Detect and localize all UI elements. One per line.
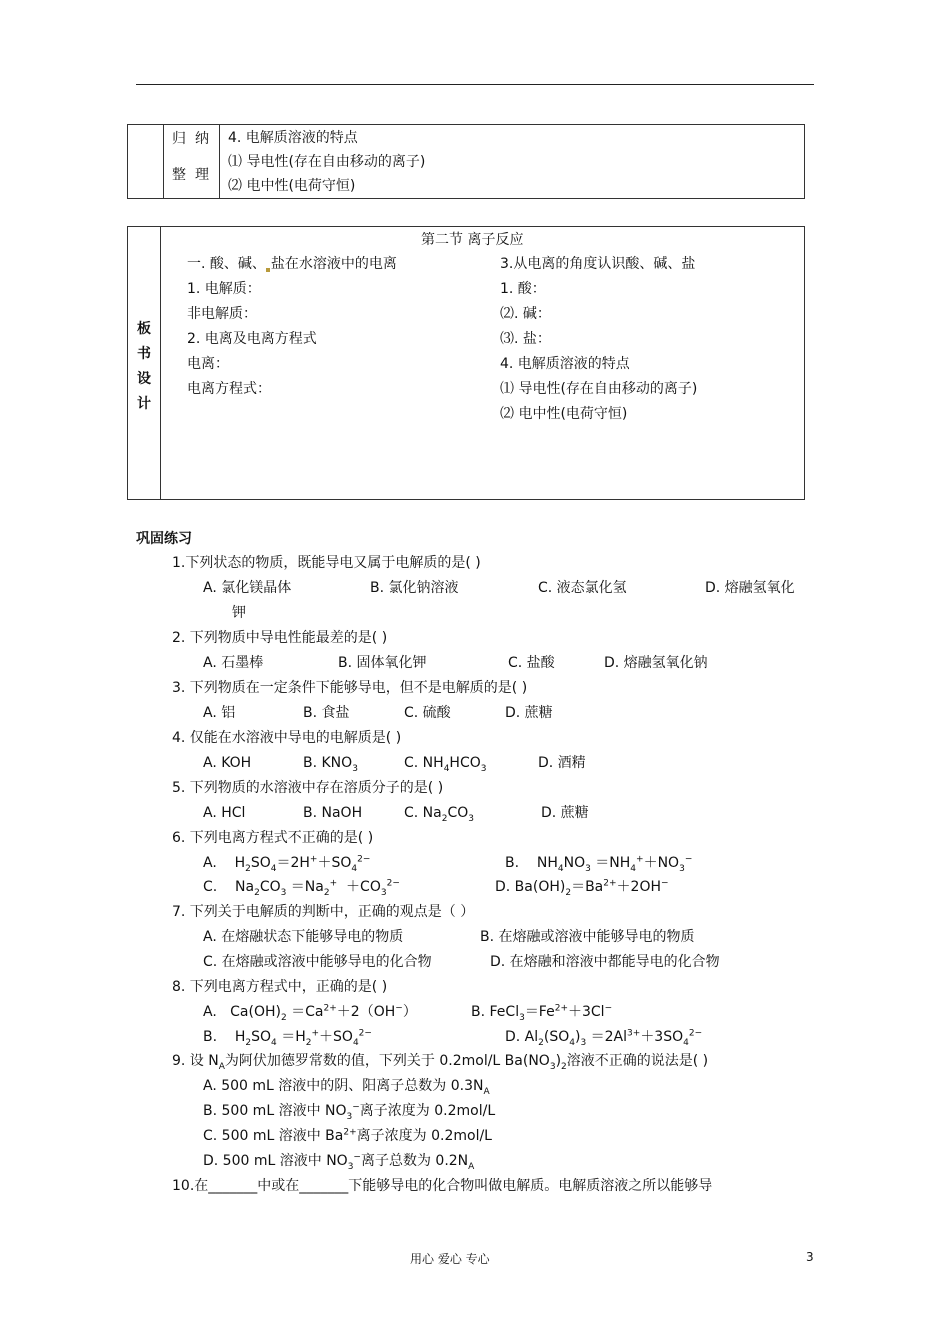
board-label-char: 书 bbox=[137, 346, 151, 362]
board-label-char: 板 bbox=[137, 321, 151, 337]
option: B. 在熔融或溶液中能够导电的物质 bbox=[480, 929, 695, 945]
option: C. $NH_4HCO_3$ bbox=[404, 755, 487, 774]
summary-line: ⑵ 电中性(电荷守恒) bbox=[228, 178, 356, 194]
summary-table bbox=[127, 124, 805, 199]
option: A. KOH bbox=[203, 755, 252, 771]
option: C. 500 mL 溶液中 $Ba^{2+}$离子浓度为 0.2mol/L bbox=[203, 1127, 492, 1144]
board-left-line: 1. 电解质： bbox=[187, 281, 261, 297]
board-right-line: 1. 酸： bbox=[500, 281, 546, 297]
board-right-line: ⑶. 盐： bbox=[500, 331, 551, 347]
option: B. NaOH bbox=[303, 805, 363, 821]
option: A. HCl bbox=[203, 805, 246, 821]
footer-motto: 用心 爱心 专心 bbox=[410, 1252, 490, 1266]
option: A. 石墨棒 bbox=[203, 655, 264, 671]
option: D. 熔融氢氧化 bbox=[705, 580, 795, 596]
question-stem: 5. 下列物质的水溶液中存在溶质分子的是( ) bbox=[172, 780, 444, 796]
option: C. $Na_2CO_3 =Na_2^+ +CO_3^{2-}$ bbox=[203, 878, 400, 898]
board-right-line: 3.从电离的角度认识酸、碱、盐 bbox=[500, 256, 696, 272]
header-rule bbox=[136, 84, 814, 85]
summary-line: 4. 电解质溶液的特点 bbox=[228, 130, 358, 146]
option: B. $FeCl_3=Fe^{2+}+3Cl^-$ bbox=[471, 1003, 613, 1023]
question-stem: 6. 下列电离方程式不正确的是( ) bbox=[172, 830, 374, 846]
question-stem: 3. 下列物质在一定条件下能够导电，但不是电解质的是( ) bbox=[172, 680, 528, 696]
option: C. 液态氯化氢 bbox=[538, 580, 627, 596]
option: D. 500 mL 溶液中 $NO_3^-$离子总数为 $0.2N_A$ bbox=[203, 1152, 475, 1172]
board-right-line: ⑵ 电中性(电荷守恒) bbox=[500, 406, 628, 422]
option: D. 酒精 bbox=[538, 755, 586, 771]
question-stem: 4. 仅能在水溶液中导电的电解质是( ) bbox=[172, 730, 402, 746]
option: D. 蔗糖 bbox=[505, 705, 553, 721]
option: B. 氯化钠溶液 bbox=[370, 580, 459, 596]
option: D. $Ba(OH)_2=Ba^{2+}+2OH^-$ bbox=[495, 878, 669, 898]
board-title: 第二节 离子反应 bbox=[421, 232, 524, 248]
option: C. 硫酸 bbox=[404, 705, 451, 721]
board-left-line: 2. 电离及电离方程式 bbox=[187, 331, 317, 347]
option: B. $H_2SO_4 =H_2^++SO_4^{2-}$ bbox=[203, 1028, 372, 1048]
option: C. 在熔融或溶液中能够导电的化合物 bbox=[203, 954, 432, 970]
board-left-line: 一. 酸、碱、 盐在水溶液中的电离 bbox=[187, 256, 397, 272]
option: A. 500 mL 溶液中的阴、阳离子总数为 $0.3N_A$ bbox=[203, 1078, 490, 1097]
summary-label-1: 归纳 bbox=[172, 131, 218, 147]
option: A. $H_2SO_4=2H^++SO_4^{2-}$ bbox=[203, 854, 371, 874]
option: D. 熔融氢氧化钠 bbox=[604, 655, 708, 671]
option: B. $KNO_3$ bbox=[303, 755, 358, 774]
summary-label-2: 整理 bbox=[172, 167, 218, 183]
option: D. 蔗糖 bbox=[541, 805, 589, 821]
question-stem: 1.下列状态的物质，既能导电又属于电解质的是( ) bbox=[172, 555, 481, 571]
option: B. 500 mL 溶液中 $NO_3^-$离子浓度为 0.2mol/L bbox=[203, 1102, 496, 1122]
option: A. 在熔融状态下能够导电的物质 bbox=[203, 929, 404, 945]
question-stem: 8. 下列电离方程式中，正确的是( ) bbox=[172, 979, 388, 995]
board-label-char: 计 bbox=[137, 396, 151, 412]
board-left-line: 非电解质： bbox=[187, 306, 257, 322]
summary-label-cell bbox=[163, 125, 220, 198]
board-design-table bbox=[127, 226, 805, 500]
option: A. 铝 bbox=[203, 705, 236, 721]
board-label-char: 设 bbox=[137, 371, 151, 387]
question-stem: 9. 设 $N_A$为阿伏加德罗常数的值，下列关于 0.2mol/L $Ba(NO_3)_2$溶液不正确的说法是( ) bbox=[172, 1053, 709, 1072]
question-stem: 10.在_______中或在_______下能够导电的化合物叫做电解质。电解质溶液之所以能够导 bbox=[172, 1178, 713, 1194]
board-right-line: ⑴ 导电性(存在自由移动的离子) bbox=[500, 381, 698, 397]
board-left-line: 电离： bbox=[187, 356, 229, 372]
option: B. 固体氧化钾 bbox=[338, 655, 427, 671]
option: C. $Na_2CO_3$ bbox=[404, 805, 474, 824]
summary-empty-cell bbox=[128, 125, 164, 198]
practice-heading: 巩固练习 bbox=[136, 531, 192, 547]
option: C. 盐酸 bbox=[508, 655, 555, 671]
board-label-cell bbox=[128, 227, 161, 499]
option: D. 在熔融和溶液中都能导电的化合物 bbox=[490, 954, 720, 970]
board-right-line: ⑵. 碱： bbox=[500, 306, 551, 322]
option: A. 氯化镁晶体 bbox=[203, 580, 292, 596]
question-stem: 2. 下列物质中导电性能最差的是( ) bbox=[172, 630, 388, 646]
page-number: 3 bbox=[806, 1250, 814, 1264]
question-stem: 7. 下列关于电解质的判断中，正确的观点是（ ） bbox=[172, 904, 475, 920]
board-right-line: 4. 电解质溶液的特点 bbox=[500, 356, 630, 372]
option-continuation: 钾 bbox=[232, 605, 246, 621]
option: B. 食盐 bbox=[303, 705, 350, 721]
board-left-line: 电离方程式： bbox=[187, 381, 271, 397]
option: B. $NH_4NO_3 =NH_4^++NO_3^-$ bbox=[505, 854, 693, 874]
summary-line: ⑴ 导电性(存在自由移动的离子) bbox=[228, 154, 426, 170]
option: D. $Al_2(SO_4)_3 =2Al^{3+}+3SO_4^{2-}$ bbox=[505, 1028, 703, 1048]
option: A. $Ca(OH)_2 =Ca^{2+}+2(OH^-)$ bbox=[203, 1003, 417, 1023]
